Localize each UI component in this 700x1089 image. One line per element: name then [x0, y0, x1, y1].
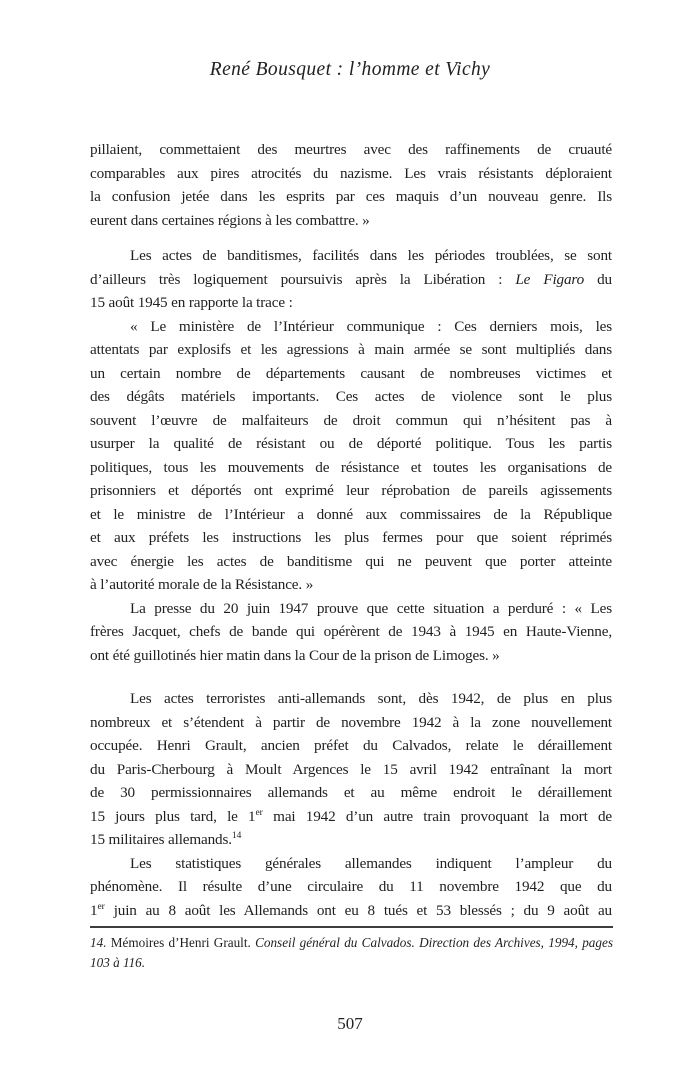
text-line: 15 août 1945 en rapporte la trace : — [90, 294, 293, 311]
text-segment: 15 militaires allemands. — [90, 831, 232, 848]
text-line: et le ministre de l’Intérieur a donné aux commissaires de la République — [90, 505, 612, 523]
ordinal-superscript: er — [255, 807, 263, 818]
text-segment: du — [584, 270, 612, 288]
text-line — [90, 805, 612, 829]
text-line: Les statistiques générales allemandes indiquent l’ampleur du — [130, 854, 612, 872]
text-line: la confusion jetée dans les esprits par ces maquis d’un nouveau genre. Ils — [90, 188, 612, 205]
page-number: 507 — [337, 1014, 363, 1033]
text-segment: mai 1942 d’un autre train provoquant la mort de — [262, 807, 612, 825]
footnote — [90, 933, 613, 972]
body-text — [90, 138, 612, 922]
text-line: des dégâts matériels importants. Ces actes de violence sont le plus — [90, 388, 612, 405]
text-line: et aux préfets les instructions les plus fermes pour que soient réprimés — [90, 529, 612, 546]
text-line: La presse du 20 juin 1947 prouve que cette situation a perduré : « Les — [130, 599, 612, 617]
text-line: du Paris-Cherbourg à Moult Argences le 15 avril 1942 entraînant la mort — [90, 760, 612, 778]
text-line: de 30 permissionnaires allemands et au même endroit le déraillement — [90, 784, 612, 801]
footnote-number: 14. — [90, 935, 111, 950]
text-line: Les actes terroristes anti-allemands sont, dès 1942, de plus en plus — [130, 690, 612, 707]
text-line: usurper la qualité de résistant ou de déporté politique. Tous les partis — [90, 435, 612, 452]
italic-title-segment: Le Figaro — [515, 270, 585, 288]
text-line: à l’autorité morale de la Résistance. » — [90, 576, 314, 593]
text-segment: d’ailleurs très logiquement poursuivis après la Libération : — [90, 270, 516, 288]
footnote-author: Mémoires d’Henri Grault. — [110, 935, 256, 950]
footnote-ref: 14 — [231, 831, 242, 841]
text-line: « Le ministère de l’Intérieur communique : Ces derniers mois, les — [130, 317, 612, 335]
footnote-source: Conseil général du Calvados. Direction des Archives, 1994, pages 103 à 116. — [90, 935, 613, 970]
text-line: occupée. Henri Grault, ancien préfet du Calvados, relate le déraillement — [90, 737, 612, 754]
footnote-divider — [90, 926, 613, 928]
text-line: un certain nombre de départements causant de nombreuses victimes et — [90, 364, 612, 382]
text-line: attentats par explosifs et les agressions à main armée se sont multipliés dans — [90, 341, 612, 358]
text-line — [90, 828, 612, 852]
running-header: René Bousquet : l’homme et Vichy — [209, 59, 491, 80]
text-line: ont été guillotinés hier matin dans la Cour de la prison de Limoges. » — [90, 646, 500, 664]
ordinal-superscript: er — [97, 901, 105, 912]
text-line: phénomène. Il résulte d’une circulaire du 11 novembre 1942 que du — [90, 878, 612, 895]
text-line: avec énergie les actes de banditisme qui ne peuvent que porter atteinte — [90, 552, 612, 570]
text-line: nombreux et s’étendent à partir de novembre 1942 à la zone nouvellement — [90, 713, 612, 731]
text-segment: 15 jours plus tard, le 1 — [90, 807, 256, 825]
text-line: Les actes de banditismes, facilités dans les périodes troublées, se sont — [130, 247, 612, 264]
text-line: pillaient, commettaient des meurtres avec des raffinements de cruauté — [90, 141, 612, 158]
text-line — [90, 899, 612, 923]
text-line: eurent dans certaines régions à les combattre. » — [90, 211, 370, 229]
text-segment: 1 — [90, 901, 98, 919]
text-line: comparables aux pires atrocités du nazisme. Les vrais résistants déploraient — [90, 164, 612, 182]
text-line: politiques, tous les mouvements de résistance et toutes les organisations de — [90, 458, 612, 476]
text-line — [90, 268, 612, 292]
text-line: prisonniers et déportés ont exprimé leur réprobation de pareils agissements — [90, 482, 612, 499]
text-line: frères Jacquet, chefs de bande qui opérèrent de 1943 à 1945 en Haute-Vienne, — [90, 623, 612, 640]
text-segment: juin au 8 août les Allemands ont eu 8 tués et 53 blessés ; du 9 août au — [104, 901, 612, 919]
text-line: souvent l’œuvre de malfaiteurs de droit commun qui n’hésitent pas à — [90, 411, 612, 429]
